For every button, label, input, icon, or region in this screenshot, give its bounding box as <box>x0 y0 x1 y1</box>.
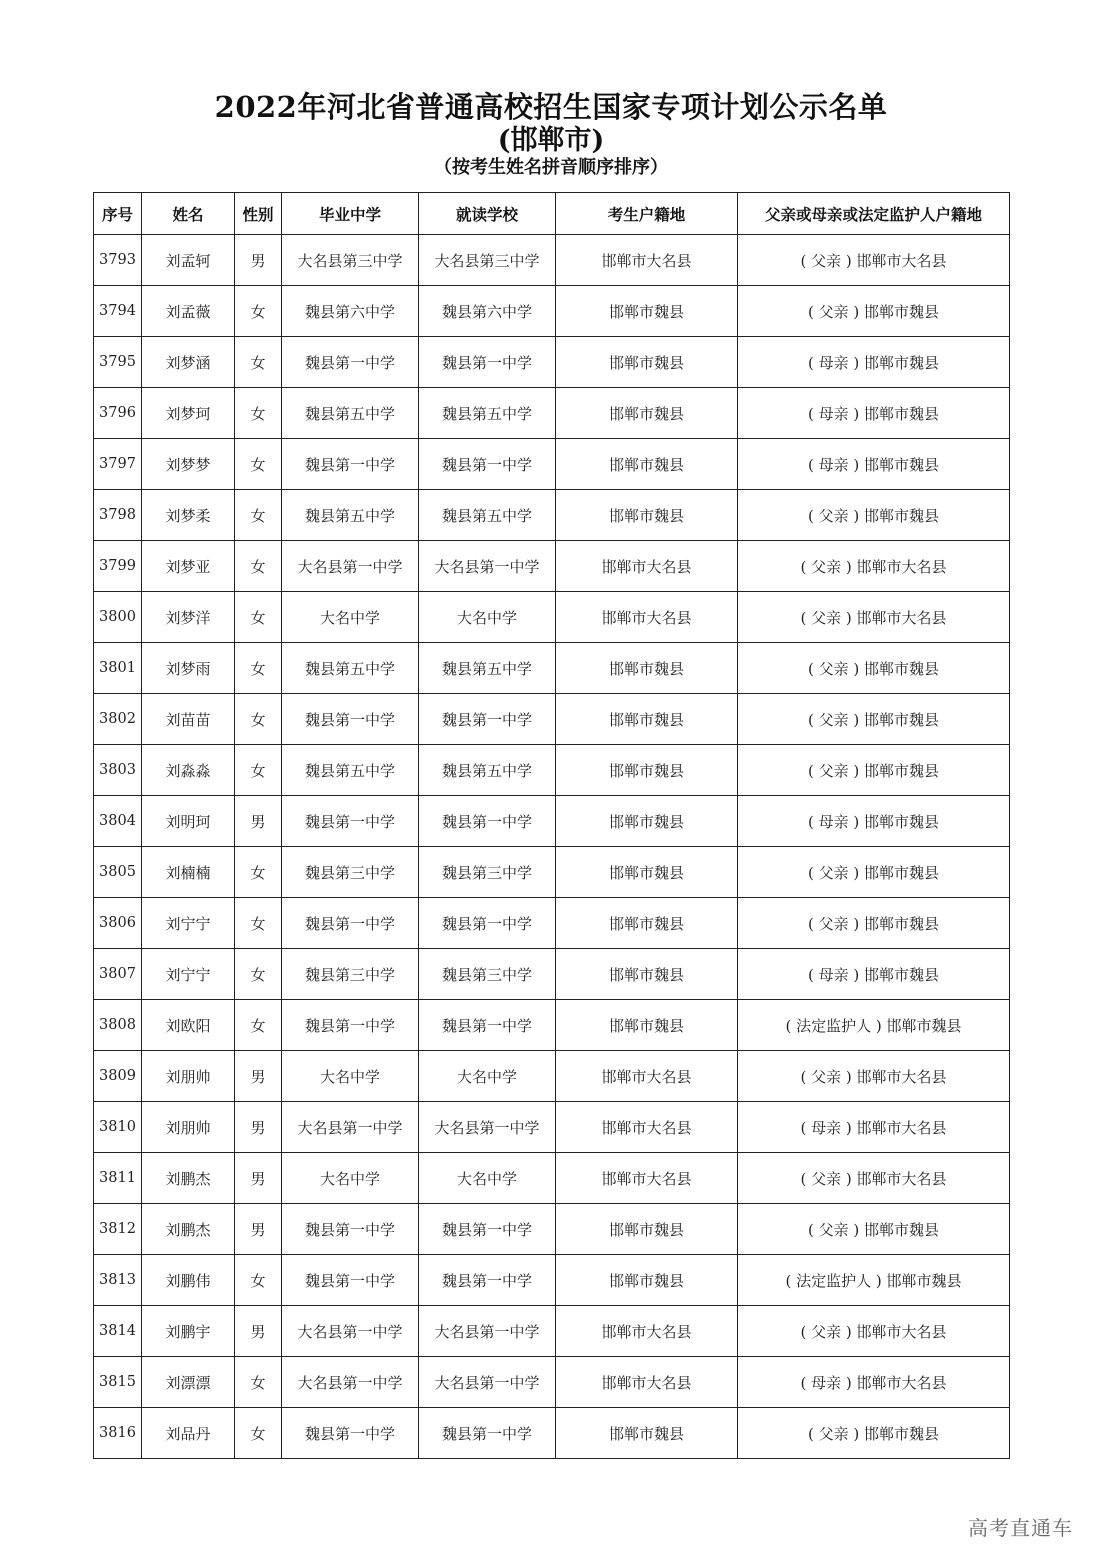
cell-household-registration: 邯郸市魏县 <box>556 898 738 949</box>
cell-current-school: 魏县第五中学 <box>419 490 556 541</box>
cell-current-school: 魏县第五中学 <box>419 745 556 796</box>
cell-serial: 3814 <box>94 1306 142 1357</box>
cell-graduation-school: 大名中学 <box>282 1153 419 1204</box>
cell-serial: 3794 <box>94 286 142 337</box>
cell-gender: 女 <box>235 286 282 337</box>
cell-name: 刘明珂 <box>142 796 235 847</box>
table-row <box>94 337 1010 388</box>
header-graduation-school: 毕业中学 <box>282 193 419 235</box>
cell-serial: 3815 <box>94 1357 142 1408</box>
cell-guardian-registration: ( 母亲 ) 邯郸市魏县 <box>738 949 1010 1000</box>
table-row <box>94 1306 1010 1357</box>
cell-graduation-school: 魏县第一中学 <box>282 694 419 745</box>
table-row <box>94 1408 1010 1459</box>
cell-guardian-registration: ( 父亲 ) 邯郸市大名县 <box>738 235 1010 286</box>
cell-household-registration: 邯郸市魏县 <box>556 1408 738 1459</box>
table-row <box>94 1000 1010 1051</box>
cell-household-registration: 邯郸市魏县 <box>556 286 738 337</box>
cell-graduation-school: 魏县第一中学 <box>282 1255 419 1306</box>
cell-gender: 女 <box>235 745 282 796</box>
cell-gender: 男 <box>235 796 282 847</box>
cell-serial: 3808 <box>94 1000 142 1051</box>
cell-serial: 3799 <box>94 541 142 592</box>
cell-household-registration: 邯郸市魏县 <box>556 1255 738 1306</box>
cell-current-school: 魏县第一中学 <box>419 337 556 388</box>
cell-graduation-school: 魏县第一中学 <box>282 439 419 490</box>
table-row <box>94 796 1010 847</box>
cell-name: 刘梦柔 <box>142 490 235 541</box>
cell-household-registration: 邯郸市大名县 <box>556 592 738 643</box>
cell-gender: 男 <box>235 1102 282 1153</box>
table-row <box>94 541 1010 592</box>
cell-gender: 女 <box>235 949 282 1000</box>
table-row <box>94 592 1010 643</box>
cell-current-school: 大名中学 <box>419 1051 556 1102</box>
cell-household-registration: 邯郸市大名县 <box>556 1357 738 1408</box>
cell-guardian-registration: ( 父亲 ) 邯郸市魏县 <box>738 490 1010 541</box>
table-row <box>94 694 1010 745</box>
cell-graduation-school: 大名县第三中学 <box>282 235 419 286</box>
cell-guardian-registration: ( 母亲 ) 邯郸市大名县 <box>738 1357 1010 1408</box>
cell-household-registration: 邯郸市魏县 <box>556 643 738 694</box>
cell-gender: 女 <box>235 898 282 949</box>
table-row <box>94 1255 1010 1306</box>
cell-guardian-registration: ( 母亲 ) 邯郸市大名县 <box>738 1102 1010 1153</box>
cell-name: 刘漂漂 <box>142 1357 235 1408</box>
cell-household-registration: 邯郸市大名县 <box>556 541 738 592</box>
cell-household-registration: 邯郸市魏县 <box>556 1000 738 1051</box>
cell-gender: 女 <box>235 1000 282 1051</box>
cell-guardian-registration: ( 父亲 ) 邯郸市魏县 <box>738 847 1010 898</box>
cell-gender: 女 <box>235 1255 282 1306</box>
cell-household-registration: 邯郸市魏县 <box>556 694 738 745</box>
cell-name: 刘朋帅 <box>142 1102 235 1153</box>
cell-household-registration: 邯郸市大名县 <box>556 1051 738 1102</box>
cell-current-school: 大名县第一中学 <box>419 1102 556 1153</box>
cell-name: 刘梦珂 <box>142 388 235 439</box>
cell-guardian-registration: ( 父亲 ) 邯郸市大名县 <box>738 541 1010 592</box>
cell-serial: 3801 <box>94 643 142 694</box>
cell-graduation-school: 大名县第一中学 <box>282 541 419 592</box>
cell-gender: 男 <box>235 1051 282 1102</box>
cell-current-school: 大名中学 <box>419 1153 556 1204</box>
cell-guardian-registration: ( 父亲 ) 邯郸市魏县 <box>738 1408 1010 1459</box>
cell-guardian-registration: ( 父亲 ) 邯郸市魏县 <box>738 286 1010 337</box>
cell-gender: 女 <box>235 439 282 490</box>
cell-name: 刘鹏伟 <box>142 1255 235 1306</box>
cell-guardian-registration: ( 父亲 ) 邯郸市魏县 <box>738 745 1010 796</box>
table-row <box>94 439 1010 490</box>
cell-serial: 3809 <box>94 1051 142 1102</box>
cell-name: 刘品丹 <box>142 1408 235 1459</box>
cell-gender: 女 <box>235 592 282 643</box>
cell-serial: 3804 <box>94 796 142 847</box>
cell-serial: 3813 <box>94 1255 142 1306</box>
cell-current-school: 魏县第一中学 <box>419 439 556 490</box>
cell-household-registration: 邯郸市魏县 <box>556 439 738 490</box>
cell-current-school: 大名县第一中学 <box>419 541 556 592</box>
cell-gender: 男 <box>235 1306 282 1357</box>
cell-serial: 3793 <box>94 235 142 286</box>
cell-serial: 3797 <box>94 439 142 490</box>
cell-name: 刘苗苗 <box>142 694 235 745</box>
cell-current-school: 魏县第一中学 <box>419 1000 556 1051</box>
cell-serial: 3796 <box>94 388 142 439</box>
cell-graduation-school: 魏县第五中学 <box>282 745 419 796</box>
cell-current-school: 魏县第一中学 <box>419 1255 556 1306</box>
cell-current-school: 魏县第一中学 <box>419 1408 556 1459</box>
cell-graduation-school: 魏县第五中学 <box>282 490 419 541</box>
header-gender: 性别 <box>235 193 282 235</box>
cell-name: 刘孟薇 <box>142 286 235 337</box>
document-title: 2022年河北省普通高校招生国家专项计划公示名单 <box>214 90 888 124</box>
cell-household-registration: 邯郸市大名县 <box>556 1153 738 1204</box>
cell-graduation-school: 大名中学 <box>282 1051 419 1102</box>
cell-household-registration: 邯郸市魏县 <box>556 847 738 898</box>
cell-household-registration: 邯郸市大名县 <box>556 235 738 286</box>
cell-guardian-registration: ( 父亲 ) 邯郸市大名县 <box>738 1153 1010 1204</box>
cell-graduation-school: 大名中学 <box>282 592 419 643</box>
cell-name: 刘鹏宇 <box>142 1306 235 1357</box>
cell-current-school: 魏县第一中学 <box>419 796 556 847</box>
cell-serial: 3816 <box>94 1408 142 1459</box>
cell-guardian-registration: ( 母亲 ) 邯郸市魏县 <box>738 439 1010 490</box>
cell-gender: 女 <box>235 388 282 439</box>
cell-current-school: 大名中学 <box>419 592 556 643</box>
table-row <box>94 1153 1010 1204</box>
table-row <box>94 490 1010 541</box>
table-row <box>94 1102 1010 1153</box>
table-row <box>94 235 1010 286</box>
cell-name: 刘欧阳 <box>142 1000 235 1051</box>
watermark: 高考直通车 <box>968 1516 1073 1540</box>
cell-graduation-school: 大名县第一中学 <box>282 1357 419 1408</box>
cell-gender: 女 <box>235 847 282 898</box>
cell-current-school: 魏县第五中学 <box>419 643 556 694</box>
cell-graduation-school: 大名县第一中学 <box>282 1306 419 1357</box>
header-name: 姓名 <box>142 193 235 235</box>
cell-gender: 女 <box>235 490 282 541</box>
cell-name: 刘楠楠 <box>142 847 235 898</box>
cell-name: 刘梦洋 <box>142 592 235 643</box>
cell-household-registration: 邯郸市魏县 <box>556 949 738 1000</box>
cell-gender: 女 <box>235 1408 282 1459</box>
cell-name: 刘孟轲 <box>142 235 235 286</box>
table-row <box>94 949 1010 1000</box>
cell-serial: 3798 <box>94 490 142 541</box>
cell-gender: 女 <box>235 337 282 388</box>
cell-guardian-registration: ( 母亲 ) 邯郸市魏县 <box>738 796 1010 847</box>
cell-graduation-school: 魏县第一中学 <box>282 898 419 949</box>
cell-graduation-school: 魏县第一中学 <box>282 796 419 847</box>
cell-guardian-registration: ( 父亲 ) 邯郸市魏县 <box>738 694 1010 745</box>
cell-graduation-school: 魏县第一中学 <box>282 337 419 388</box>
cell-graduation-school: 魏县第五中学 <box>282 643 419 694</box>
cell-serial: 3802 <box>94 694 142 745</box>
cell-household-registration: 邯郸市魏县 <box>556 796 738 847</box>
header-current-school: 就读学校 <box>419 193 556 235</box>
cell-guardian-registration: ( 父亲 ) 邯郸市大名县 <box>738 592 1010 643</box>
cell-gender: 女 <box>235 643 282 694</box>
document-subtitle: (邯郸市) <box>497 125 605 156</box>
header-guardian-registration: 父亲或母亲或法定监护人户籍地 <box>738 193 1010 235</box>
cell-graduation-school: 魏县第一中学 <box>282 1408 419 1459</box>
cell-guardian-registration: ( 母亲 ) 邯郸市魏县 <box>738 388 1010 439</box>
sort-note: （按考生姓名拼音顺序排序） <box>434 157 668 178</box>
table-row <box>94 745 1010 796</box>
cell-graduation-school: 魏县第一中学 <box>282 1000 419 1051</box>
cell-household-registration: 邯郸市魏县 <box>556 490 738 541</box>
cell-current-school: 魏县第三中学 <box>419 949 556 1000</box>
cell-gender: 男 <box>235 235 282 286</box>
table-header-row <box>94 193 1010 235</box>
cell-current-school: 大名县第三中学 <box>419 235 556 286</box>
roster-table <box>93 192 1010 1459</box>
roster-body <box>94 235 1010 1459</box>
cell-name: 刘鹏杰 <box>142 1153 235 1204</box>
cell-graduation-school: 大名县第一中学 <box>282 1102 419 1153</box>
cell-name: 刘鹏杰 <box>142 1204 235 1255</box>
cell-household-registration: 邯郸市魏县 <box>556 337 738 388</box>
cell-serial: 3795 <box>94 337 142 388</box>
cell-graduation-school: 魏县第五中学 <box>282 388 419 439</box>
cell-current-school: 魏县第六中学 <box>419 286 556 337</box>
table-row <box>94 847 1010 898</box>
table-row <box>94 1357 1010 1408</box>
table-row <box>94 643 1010 694</box>
cell-current-school: 魏县第五中学 <box>419 388 556 439</box>
cell-graduation-school: 魏县第三中学 <box>282 847 419 898</box>
cell-household-registration: 邯郸市大名县 <box>556 1102 738 1153</box>
cell-current-school: 魏县第一中学 <box>419 898 556 949</box>
cell-guardian-registration: ( 父亲 ) 邯郸市大名县 <box>738 1306 1010 1357</box>
cell-name: 刘淼淼 <box>142 745 235 796</box>
cell-serial: 3800 <box>94 592 142 643</box>
cell-gender: 女 <box>235 694 282 745</box>
cell-graduation-school: 魏县第三中学 <box>282 949 419 1000</box>
cell-guardian-registration: ( 父亲 ) 邯郸市魏县 <box>738 898 1010 949</box>
table-row <box>94 286 1010 337</box>
header-household-registration: 考生户籍地 <box>556 193 738 235</box>
cell-guardian-registration: ( 母亲 ) 邯郸市魏县 <box>738 337 1010 388</box>
cell-name: 刘宁宁 <box>142 949 235 1000</box>
table-row <box>94 898 1010 949</box>
cell-graduation-school: 魏县第一中学 <box>282 1204 419 1255</box>
cell-gender: 女 <box>235 1357 282 1408</box>
cell-name: 刘梦涵 <box>142 337 235 388</box>
cell-guardian-registration: ( 法定监护人 ) 邯郸市魏县 <box>738 1255 1010 1306</box>
cell-name: 刘梦亚 <box>142 541 235 592</box>
cell-current-school: 大名县第一中学 <box>419 1306 556 1357</box>
cell-current-school: 大名县第一中学 <box>419 1357 556 1408</box>
cell-serial: 3803 <box>94 745 142 796</box>
cell-household-registration: 邯郸市魏县 <box>556 388 738 439</box>
cell-gender: 男 <box>235 1153 282 1204</box>
cell-household-registration: 邯郸市魏县 <box>556 1204 738 1255</box>
cell-current-school: 魏县第一中学 <box>419 694 556 745</box>
cell-serial: 3811 <box>94 1153 142 1204</box>
cell-gender: 女 <box>235 541 282 592</box>
cell-gender: 男 <box>235 1204 282 1255</box>
cell-current-school: 魏县第一中学 <box>419 1204 556 1255</box>
cell-serial: 3812 <box>94 1204 142 1255</box>
cell-guardian-registration: ( 父亲 ) 邯郸市魏县 <box>738 643 1010 694</box>
cell-current-school: 魏县第三中学 <box>419 847 556 898</box>
header-serial: 序号 <box>94 193 142 235</box>
cell-name: 刘梦雨 <box>142 643 235 694</box>
cell-serial: 3806 <box>94 898 142 949</box>
table-row <box>94 388 1010 439</box>
cell-household-registration: 邯郸市大名县 <box>556 1306 738 1357</box>
cell-serial: 3805 <box>94 847 142 898</box>
cell-name: 刘朋帅 <box>142 1051 235 1102</box>
cell-serial: 3810 <box>94 1102 142 1153</box>
cell-guardian-registration: ( 父亲 ) 邯郸市大名县 <box>738 1051 1010 1102</box>
cell-household-registration: 邯郸市魏县 <box>556 745 738 796</box>
table-row <box>94 1204 1010 1255</box>
cell-guardian-registration: ( 法定监护人 ) 邯郸市魏县 <box>738 1000 1010 1051</box>
cell-guardian-registration: ( 父亲 ) 邯郸市魏县 <box>738 1204 1010 1255</box>
cell-graduation-school: 魏县第六中学 <box>282 286 419 337</box>
table-row <box>94 1051 1010 1102</box>
cell-name: 刘宁宁 <box>142 898 235 949</box>
cell-serial: 3807 <box>94 949 142 1000</box>
cell-name: 刘梦梦 <box>142 439 235 490</box>
